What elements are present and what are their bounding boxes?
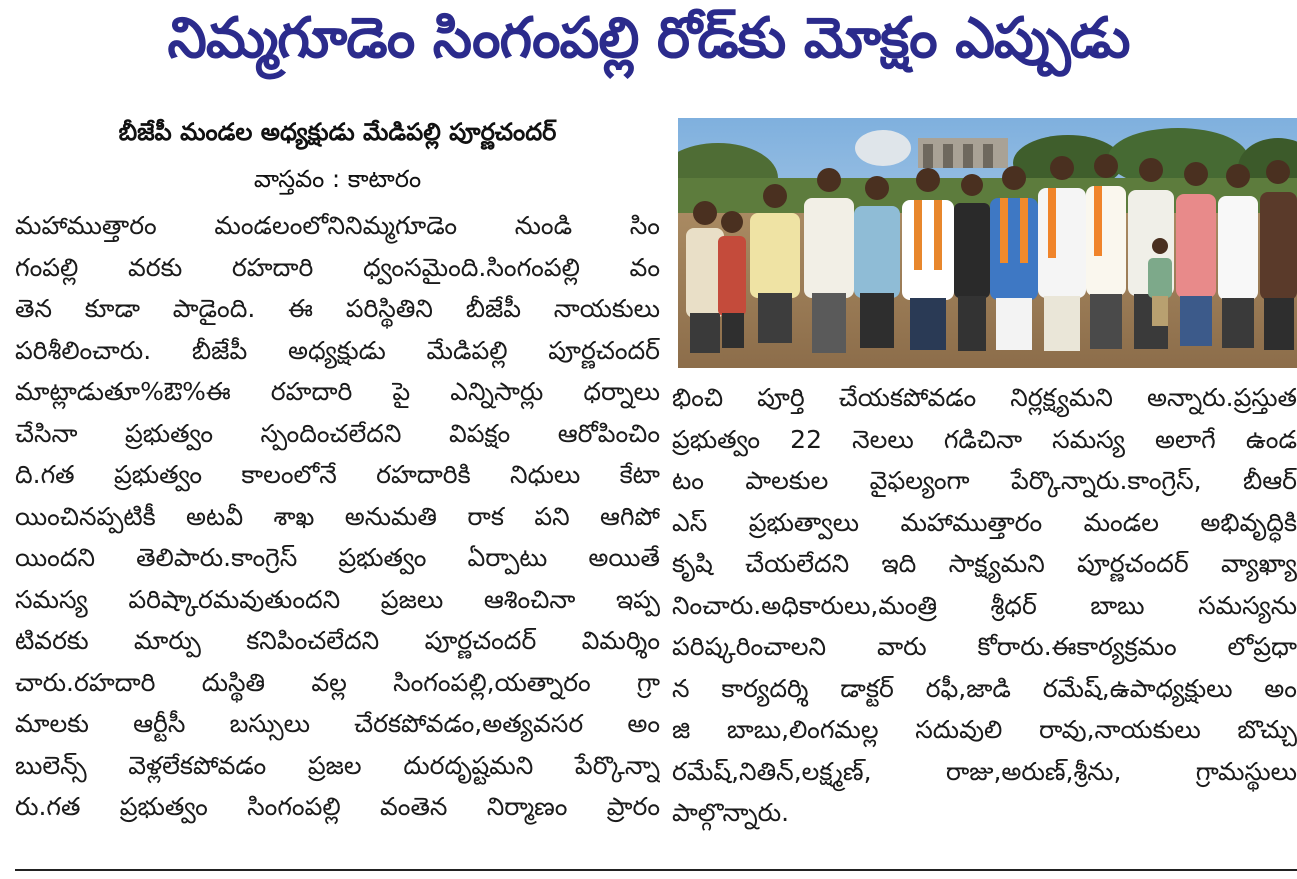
text-line: టం పాలకుల వైఫల్యంగా పేర్కొన్నారు.కాంగ్రెస్, బీఆర్ xyxy=(672,466,1297,495)
text-line: బులెన్స్ వెళ్లలేకపోవడం ప్రజల దురదృష్టమని పేర్కొన్నా xyxy=(15,750,660,780)
text-line: మాట్లాడుతూ%ఔ%ఈ రహదారి పై ఎన్నిసార్లు ధర్నాలు xyxy=(15,377,660,406)
text-line: తెన కూడా పాడైంది. ఈ పరిస్థితిని బీజేపీ నాయకులు xyxy=(15,294,660,323)
text-line: ఎస్ ప్రభుత్వాలు మహాముత్తారం మండల అభివృద్ధికి xyxy=(672,507,1297,537)
text-line: రు.గత ప్రభుత్వం సింగంపల్లి వంతెన నిర్మాణం ప్రారం xyxy=(15,792,660,821)
group-photo-icon xyxy=(678,118,1297,368)
text-line: పరిష్కరించాలని వారు కోరారు.ఈకార్యక్రమం లోప్రధా xyxy=(672,632,1297,661)
text-line: యించినప్పటికీ అటవీ శాఖ అనుమతి రాక పని ఆగిపో xyxy=(15,501,660,531)
text-line: సమస్య పరిష్కారమవుతుందని ప్రజలు ఆశించినా ఇప్ప xyxy=(15,584,660,614)
text-line: గంపల్లి వరకు రహదారి ధ్వంసమైంది.సింగంపల్లి వం xyxy=(15,252,660,282)
text-line: పాల్గొన్నారు. xyxy=(672,798,790,827)
text-line: ది.గత ప్రభుత్వం కాలంలోనే రహదారికి నిధులు కేటా xyxy=(15,460,660,489)
article-column-left xyxy=(15,205,660,828)
dateline: వాస్తవం : కాటారం xyxy=(253,165,422,193)
text-line: భించి పూర్తి చేయకపోవడం నిర్లక్ష్యమని అన్నారు.ప్రస్తుత xyxy=(672,383,1297,412)
text-line: మాలకు ఆర్టీసీ బస్సులు చేరకపోవడం,అత్యవసర అం xyxy=(15,709,660,738)
text-line: యిందని తెలిపారు.కాంగ్రెస్ ప్రభుత్వం ఏర్పాటు అయితే xyxy=(15,543,660,572)
news-photo xyxy=(678,118,1297,368)
text-line: టివరకు మార్పు కనిపించలేదని పూర్ణచందర్ విమర్శిం xyxy=(15,626,660,655)
text-line: చేసినా ప్రభుత్వం స్పందించలేదని విపక్షం ఆరోపించిం xyxy=(15,418,660,448)
text-line: జి బాబు,లింగమల్ల సదువులి రావు,నాయకులు బొచ్చు xyxy=(672,715,1297,744)
article-column-right xyxy=(672,377,1297,834)
subhead-line-1: బీజేపీ మండల అధ్యక్షుడు మేడిపల్లి పూర్ణచందర్ xyxy=(118,118,557,146)
text-line: రమేష్,నితిన్,లక్ష్మణ్, రాజు,అరుణ్,శ్రీను, గ్రామస్థులు xyxy=(672,756,1297,786)
headline: నిమ్మగూడెం సింగంపల్లి రోడ్‌కు మోక్షం ఎప్పుడు xyxy=(167,5,1130,71)
text-line: కృషి చేయలేదని ఇది సాక్ష్యమని పూర్ణచందర్ వ్యాఖ్యా xyxy=(672,549,1297,578)
text-line: పరిశీలించారు. బీజేపీ అధ్యక్షుడు మేడిపల్లి పూర్ణచందర్ xyxy=(15,335,660,365)
text-line: న కార్యదర్శి డాక్టర్ రఫీ,జాడి రమేష్,ఉపాధ్యక్షులు అం xyxy=(672,673,1297,703)
text-line: నించారు.అధికారులు,మంత్రి శ్రీధర్ బాబు సమస్యను xyxy=(672,590,1297,620)
bottom-rule xyxy=(15,869,1297,871)
text-line: మహాముత్తారం మండలంలోనినిమ్మగూడెం నుండి సిం xyxy=(15,211,660,240)
text-line: చారు.రహదారి దుస్థితి వల్ల సింగంపల్లి,యత్నారం గ్రా xyxy=(15,667,660,697)
text-line: ప్రభుత్వం 22 నెలలు గడిచినా సమస్య అలాగే ఉండ xyxy=(672,424,1297,454)
